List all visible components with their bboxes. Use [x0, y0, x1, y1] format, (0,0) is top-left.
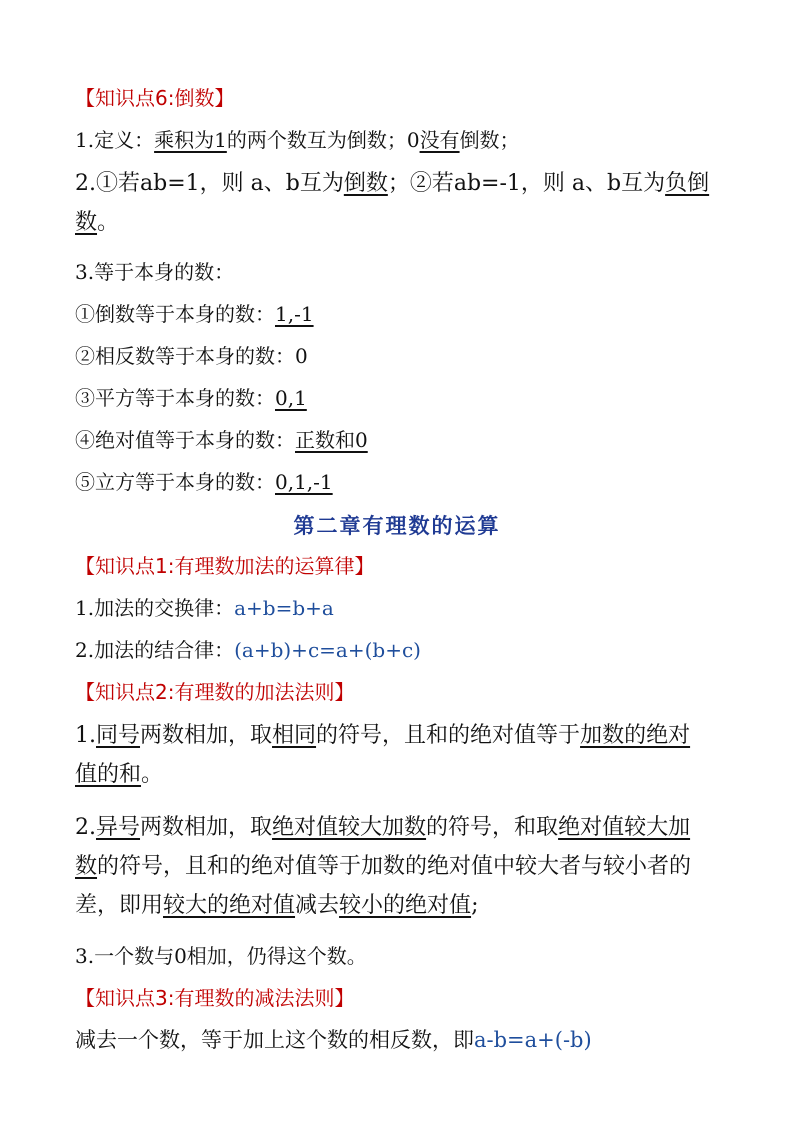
rule-underlined: 数 — [75, 854, 98, 879]
item-label: ⑤立方等于本身的数： — [75, 470, 275, 494]
list-item — [75, 382, 307, 411]
item-value: 正数和0 — [295, 428, 368, 452]
section-heading-addition-rules: 【知识点2:有理数的加法法则】 — [75, 680, 355, 704]
rule-text: 减去 — [295, 893, 340, 918]
law-label: 1.加法的交换律： — [75, 596, 235, 620]
subtraction-formula: a-b=a+(-b) — [474, 1028, 592, 1052]
rule-end: ; — [471, 893, 479, 918]
rule-underlined: 异号 — [96, 815, 141, 840]
addition-rule-2-line-3 — [75, 888, 478, 919]
associative-law — [75, 634, 421, 663]
rule-text: 减去一个数，等于加上这个数的相反数，即 — [75, 1028, 474, 1052]
list-item — [75, 424, 368, 453]
addition-rule-2-line-2 — [75, 849, 691, 880]
self-equal-intro: 3.等于本身的数： — [75, 260, 235, 284]
item-label: ④绝对值等于本身的数： — [75, 428, 295, 452]
item-label: ①倒数等于本身的数： — [75, 302, 275, 326]
reciprocal-rule-line-2 — [75, 205, 119, 236]
list-item — [75, 298, 314, 327]
rule-underlined: 值的和 — [75, 762, 142, 787]
list-item — [75, 340, 308, 369]
rule-underlined: 绝对值较大加 — [558, 815, 691, 840]
item-value: 0,1 — [275, 386, 307, 410]
def-underlined-1: 乘积为1 — [154, 128, 227, 152]
item-value: 0,1,-1 — [275, 470, 333, 494]
reciprocal-rule-line-1 — [75, 166, 709, 197]
rule-underlined: 同号 — [96, 723, 141, 748]
law-label: 2.加法的结合律： — [75, 638, 235, 662]
rule-underlined-1: 倒数 — [343, 171, 388, 196]
addition-rule-1-line-1 — [75, 718, 690, 749]
rule-underlined: 相同 — [272, 723, 317, 748]
rule-underlined: 较大的绝对值 — [163, 893, 296, 918]
rule-underlined-2: 负倒 — [665, 171, 710, 196]
rule-text: 差，即用 — [75, 893, 164, 918]
def-prefix: 1.定义： — [75, 128, 155, 152]
rule-end: 。 — [97, 210, 120, 235]
item-label: ③平方等于本身的数： — [75, 386, 275, 410]
def-mid: 的两个数互为倒数；0 — [226, 128, 420, 152]
section-heading-reciprocal: 【知识点6:倒数】 — [75, 86, 235, 110]
subtraction-rule — [75, 1024, 592, 1054]
item-value: 1,-1 — [275, 302, 314, 326]
commutative-law — [75, 592, 334, 621]
rule-underlined: 绝对值较大加数 — [272, 815, 427, 840]
rule-num: 2. — [75, 815, 96, 840]
rule-underlined: 较小的绝对值 — [339, 893, 472, 918]
rule-underlined-3: 数 — [75, 210, 98, 235]
law-formula: a+b=b+a — [234, 596, 334, 620]
rule-text: 的符号，且和的绝对值等于 — [316, 723, 581, 748]
def-end: 倒数； — [459, 128, 520, 152]
addition-rule-1-line-2 — [75, 757, 163, 788]
addition-rule-3: 3.一个数与0相加，仍得这个数。 — [75, 944, 367, 968]
list-item — [75, 466, 333, 495]
rule-text: 的符号，和取 — [426, 815, 559, 840]
item-label: ②相反数等于本身的数：0 — [75, 344, 308, 368]
rule-text-b: ；②若ab=-1，则 a、b互为 — [387, 171, 666, 196]
section-heading-subtraction: 【知识点3:有理数的减法法则】 — [75, 986, 355, 1010]
def-underlined-2: 没有 — [419, 128, 460, 152]
rule-underlined: 加数的绝对 — [580, 723, 691, 748]
chapter-title: 第二章有理数的运算 — [293, 514, 501, 538]
rule-text: 两数相加，取 — [140, 723, 273, 748]
addition-rule-2-line-1 — [75, 810, 690, 841]
rule-end: 。 — [141, 762, 164, 787]
definition-line — [75, 124, 520, 153]
rule-text: 的符号，且和的绝对值等于加数的绝对值中较大者与较小者的 — [97, 854, 692, 879]
law-formula: (a+b)+c=a+(b+c) — [234, 638, 421, 662]
rule-num: 1. — [75, 723, 96, 748]
rule-text: 两数相加，取 — [140, 815, 273, 840]
section-heading-addition-laws: 【知识点1:有理数加法的运算律】 — [75, 554, 375, 578]
rule-text-a: 2.①若ab=1，则 a、b互为 — [75, 171, 344, 196]
